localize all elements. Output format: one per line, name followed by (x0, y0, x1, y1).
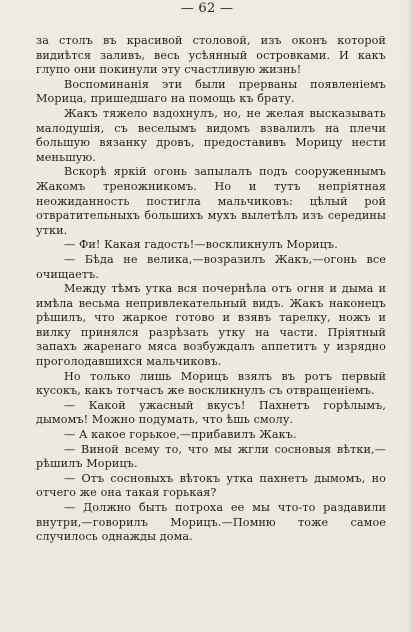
paragraph: за столъ въ красивой столовой, изъ оконъ которой видиѣтся заливъ, весь усѣянный островками. И какъ глупо они покинули эту счастливую жизнь! (36, 34, 386, 77)
paragraph: — Должно быть потроха ее мы что-то раздавили внутри,—говорилъ Морицъ.—Помню тоже самое случилось однажды дома. (36, 501, 386, 544)
paragraph: — Виной всему то, что мы жгли сосновыя вѣтки,—рѣшилъ Морицъ. (36, 442, 386, 471)
paragraph: — Бѣда не велика,—возразилъ Жакъ,—огонь все очищаетъ. (36, 252, 386, 281)
body-text (36, 34, 386, 545)
paragraph: Жакъ тяжело вздохнулъ, но, не желая высказывать малодушія, съ веселымъ видомъ взвалилъ на плечи большую вязанку дровъ, предоставивъ Морицу нести меньшую. (36, 106, 386, 164)
paragraph: — Фи! Какая гадость!—воскликнулъ Морицъ. (64, 238, 338, 252)
page-edge-shadow (406, 0, 414, 632)
paragraph: Между тѣмъ утка вся почернѣла отъ огня и дыма и имѣла весьма непривлекательный видъ. Жакъ наконецъ рѣшилъ, что жаркое готово и взявъ тарелку, ножъ и вилку принялся разрѣзать утку на части. Пріятный запахъ жаренаго мяса возбуждалъ аппетитъ у изрядно проголодавшихся мальчиковъ. (36, 282, 386, 369)
paragraph: Вскорѣ яркій огонь запылалъ подъ сооруженнымъ Жакомъ треножникомъ. Но и тутъ непріятная неожиданность постигла мальчиковъ: цѣлый рой отвратительныхъ большихъ мухъ вылетѣлъ изъ середины утки. (36, 165, 386, 237)
page-number: — 62 — (180, 1, 234, 16)
paragraph: Воспоминанія эти были прерваны появленіемъ Морица, пришедшаго на помощь къ брату. (36, 77, 386, 106)
paragraph: — А какое горькое,—прибавилъ Жакъ. (64, 428, 297, 442)
paragraph: — Какой ужасный вкусъ! Пахнетъ горѣлымъ, дымомъ! Можно подумать, что ѣшь смолу. (36, 398, 386, 427)
paragraph: Но только лишь Морицъ взялъ въ ротъ первый кусокъ, какъ тотчасъ же воскликнулъ съ отвращеніемъ. (36, 369, 386, 398)
paragraph: — Отъ сосновыхъ вѣтокъ утка пахнетъ дымомъ, но отчего же она такая горькая? (36, 471, 386, 500)
